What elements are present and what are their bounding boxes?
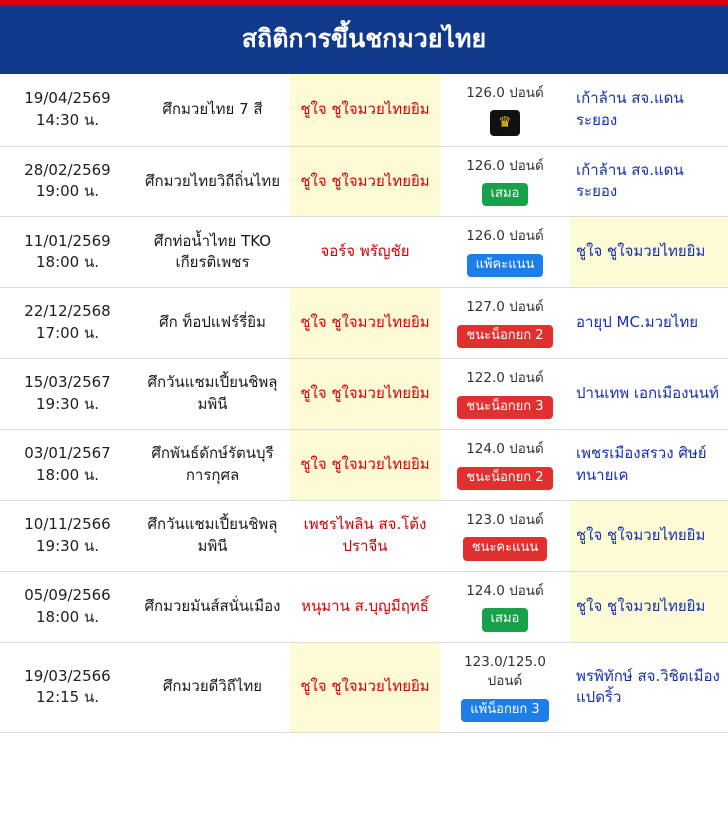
fight-date: 15/03/2567 [24,373,111,392]
result-cell [440,288,570,359]
weight-label: 123.0/125.0 ปอนด์ [464,653,546,690]
fight-date: 22/12/2568 [24,302,111,321]
status-badge: แพ้คะแนน [467,254,544,277]
page-title: สถิติการขึ้นชกมวยไทย [0,6,728,74]
result-cell [440,217,570,288]
table-row [0,146,728,217]
result-cell [440,359,570,430]
crown-icon: ♛ [490,110,520,136]
result-cell [440,571,570,642]
fighter-name[interactable]: ชูใจ ชูใจมวยไทยยิม [290,430,440,501]
fight-time: 19:30 น. [35,395,100,414]
fighter-name[interactable]: เพชรไพลิน สจ.โต้งปราจีน [290,500,440,571]
table-row [0,430,728,501]
fight-time: 18:00 น. [35,465,100,484]
status-badge: เสมอ [482,183,529,206]
fight-time: 18:00 น. [35,253,100,272]
fighter-name[interactable]: จอร์จ พรัญชัย [290,217,440,288]
fighter-name[interactable]: ชูใจ ชูใจมวยไทยยิม [290,288,440,359]
fighter-name[interactable]: หนุมาน ส.บุญมีฤทธิ์ [290,571,440,642]
table-row [0,288,728,359]
event-name: ศึกมวยดีวิถีไทย [162,677,263,696]
opponent-name[interactable]: อายุป MC.มวยไทย [576,313,699,332]
status-badge: ชนะน็อกยก 2 [457,467,552,490]
fight-time: 18:00 น. [35,607,100,626]
weight-label: 126.0 ปอนด์ [466,157,544,174]
event-name: ศึกมวยไทย 7 สี [162,99,263,118]
fight-time: 19:00 น. [35,182,100,201]
fight-time: 17:00 น. [35,324,100,343]
event-name: ศึกวันแชมเปี้ยนชิพลุมพินี [147,515,278,555]
table-row [0,74,728,146]
weight-label: 127.0 ปอนด์ [466,299,544,316]
opponent-name[interactable]: ชูใจ ชูใจมวยไทยยิม [570,571,728,642]
opponent-name[interactable]: ปานเทพ เอกเมืองนนท์ [576,384,719,403]
event-name: ศึกมวยไทยวิถีถิ่นไทย [145,171,280,190]
weight-label: 124.0 ปอนด์ [466,441,544,457]
opponent-name[interactable]: เพชรเมืองสรวง ศิษย์ทนายเค [576,444,707,484]
fight-date-cell [0,74,135,146]
fight-date: 05/09/2566 [24,585,111,604]
fight-date-cell [0,359,135,430]
fight-date-cell [0,642,135,732]
weight-label: 124.0 ปอนด์ [466,582,544,599]
weight-label: 123.0 ปอนด์ [466,511,544,528]
result-cell [440,74,570,146]
fight-date: 19/03/2566 [24,666,111,685]
weight-label: 126.0 ปอนด์ [466,85,544,101]
fight-stats-body [0,74,728,733]
table-row [0,571,728,642]
table-row [0,359,728,430]
opponent-name[interactable]: เก้าล้าน สจ.แดนระยอง [576,89,684,129]
opponent-name[interactable]: พรพิทักษ์ สจ.วิชิตเมืองแปดริ้ว [576,666,720,707]
event-name: ศึกมวยมันส์สนั่นเมือง [144,596,281,615]
fight-date-cell [0,430,135,501]
fight-time: 12:15 น. [35,688,100,707]
event-name: ศึกท่อน้ำไทย TKO เกียรติเพชร [153,231,272,272]
result-cell [440,500,570,571]
result-cell [440,642,570,732]
weight-label: 122.0 ปอนด์ [466,370,544,387]
fight-date-cell [0,500,135,571]
fight-date: 03/01/2567 [24,444,111,463]
event-name: ศึกพันธ์ดักษ์รัตนบุรีการกุศล [151,444,274,484]
fight-date: 19/04/2569 [24,89,111,108]
fight-date: 28/02/2569 [24,160,111,179]
table-row [0,500,728,571]
fight-date: 10/11/2566 [24,515,111,534]
fighter-name[interactable]: ชูใจ ชูใจมวยไทยยิม [290,74,440,146]
opponent-name[interactable]: ชูใจ ชูใจมวยไทยยิม [570,217,728,288]
fight-date: 11/01/2569 [24,231,111,250]
fight-time: 19:30 น. [35,536,100,555]
event-name: ศึกวันแชมเปี้ยนชิพลุมพินี [147,373,278,414]
table-row [0,642,728,732]
fight-date-cell [0,571,135,642]
opponent-name[interactable]: ชูใจ ชูใจมวยไทยยิม [570,500,728,571]
fight-date-cell [0,217,135,288]
table-row [0,217,728,288]
opponent-name[interactable]: เก้าล้าน สจ.แดนระยอง [576,160,684,201]
status-badge: ชนะน็อกยก 3 [457,396,552,419]
event-name: ศึก ท็อปแฟร์รี่ยิม [159,313,266,332]
fight-date-cell [0,146,135,217]
fight-time: 14:30 น. [35,110,100,129]
status-badge: ชนะน็อกยก 2 [457,325,552,348]
status-badge: แพ้น็อกยก 3 [461,699,548,722]
fighter-name[interactable]: ชูใจ ชูใจมวยไทยยิม [290,146,440,217]
fight-date-cell [0,288,135,359]
fight-stats-table [0,74,728,733]
status-badge: ชนะคะแนน [463,537,548,560]
result-cell [440,430,570,501]
fighter-name[interactable]: ชูใจ ชูใจมวยไทยยิม [290,359,440,430]
result-cell [440,146,570,217]
status-badge: เสมอ [482,608,529,631]
weight-label: 126.0 ปอนด์ [466,228,544,245]
fighter-name[interactable]: ชูใจ ชูใจมวยไทยยิม [290,642,440,732]
